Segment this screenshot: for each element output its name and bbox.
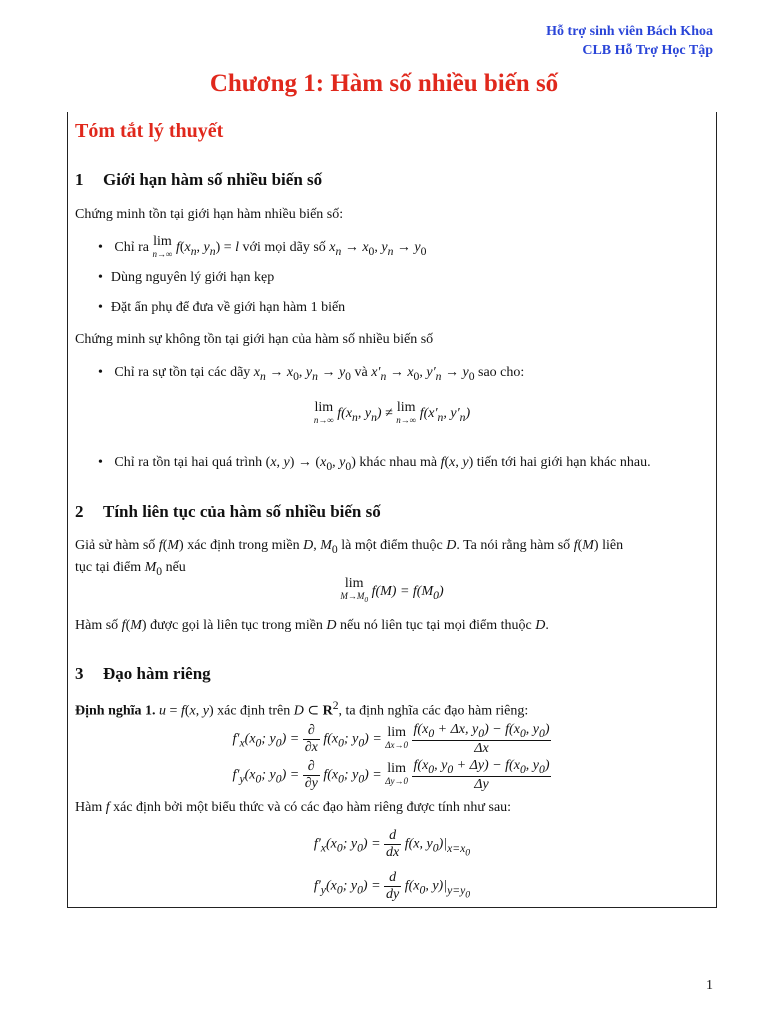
page-number: 1 bbox=[706, 978, 713, 993]
section-1-heading bbox=[75, 170, 322, 190]
page-header bbox=[546, 22, 713, 60]
sec2-paragraph-2: tục tại điểm $M_0$ nếu bbox=[75, 560, 186, 578]
section-3-heading bbox=[75, 664, 211, 684]
section-2-heading bbox=[75, 502, 381, 522]
section-3-number: 3 bbox=[75, 664, 84, 683]
theory-summary-box bbox=[67, 112, 717, 908]
sec1-bullet-5: • Chỉ ra tồn tại hai quá trình (x, $y) \to (x_0$, $y_0$) khác nhau mà f(x, y) tiến tới hai giới hạn khác nhau. bbox=[98, 455, 651, 473]
header-line-1: Hỗ trợ sinh viên Bách Khoa bbox=[546, 24, 713, 39]
section-2-number: 2 bbox=[75, 502, 84, 521]
sec3-paragraph: Hàm f xác định bởi một biểu thức và có các đạo hàm riêng được tính như sau: bbox=[75, 800, 512, 815]
sec1-bullet-3: • Đặt ẩn phụ để đưa về giới hạn hàm 1 biến bbox=[98, 300, 345, 316]
definition-1: Định nghĩa 1. u = f(x, y) xác định trên D ⊂ $R^2$, ta định nghĩa các đạo hàm riêng: bbox=[75, 699, 529, 719]
partial-derivative-x-definition: $f'_x(x_0$; $y_0$) = $\frac{\partial}{\partial x}$ $f(x_0$; $y_0) = \lim$ Δx→0 $\frac{f(x_0 + \Delta x, y_0) - f(x_0, y_0)}{\Delta x}$ bbox=[232, 722, 550, 756]
header-line-2: CLB Hỗ Trợ Học Tập bbox=[582, 43, 713, 58]
section-3-title: Đạo hàm riêng bbox=[103, 664, 211, 683]
sec1-bullet-4: • Chỉ ra sự tồn tại các dãy $x_n \to x_0$, $y_n \to y_0$ và $x'_n \to x_0$, $y'_n \to y_0$ sao cho: bbox=[98, 365, 524, 383]
sec1-bullet-2: • Dùng nguyên lý giới hạn kẹp bbox=[98, 270, 274, 286]
sec2-paragraph-3: Hàm số f(M) được gọi là liên tục trong miền D nếu nó liên tục tại mọi điểm thuộc D. bbox=[75, 618, 549, 633]
partial-derivative-y-formula: $f'_y(x_0$; $y_0$) = $\frac{d}{dy}$ $f(x_0$, $y)|_{y=y_0}$ bbox=[313, 870, 471, 902]
section-1-title: Giới hạn hàm số nhiều biến số bbox=[103, 170, 323, 189]
box-title: Tóm tắt lý thuyết bbox=[75, 120, 224, 142]
section-2-title: Tính liên tục của hàm số nhiều biến số bbox=[103, 502, 381, 521]
sec2-equation: lim $M\to M_0$ $f(M) = f(M_0)$ bbox=[340, 576, 444, 604]
sec1-paragraph-1: Chứng minh tồn tại giới hạn hàm nhiều biến số: bbox=[75, 207, 344, 222]
sec2-paragraph-1: Giả sử hàm số f(M) xác định trong miền D, $M_0$ là một điểm thuộc D. Ta nói rằng hàm số f(M) liên bbox=[75, 538, 624, 556]
section-1-number: 1 bbox=[75, 170, 84, 189]
sec1-equation: lim n→∞ $f(x_n$, $y_n) \ne \lim$ n→∞ $f(x'_n$, $y'_n$) bbox=[313, 400, 471, 425]
chapter-title: Chương 1: Hàm số nhiều biến số bbox=[209, 70, 559, 97]
sec1-paragraph-2: Chứng minh sự không tồn tại giới hạn của hàm số nhiều biến số bbox=[75, 332, 434, 347]
partial-derivative-x-formula: $f'_x(x_0$; $y_0$) = $\frac{d}{dx}$ f(x, $y_0)|_{x=x_0}$ bbox=[313, 828, 471, 860]
partial-derivative-y-definition: $f'_y(x_0$; $y_0$) = $\frac{\partial}{\partial y}$ $f(x_0$; $y_0) = \lim$ Δy→0 $\frac{f(x_0, y_0 + \Delta y) - f(x_0, y_0)}{\Delta y}$ bbox=[232, 758, 550, 792]
sec1-bullet-1: • Chỉ ra lim n→∞ $f(x_n$, $y_n) = l$ với mọi dãy số $x_n \to x_0$, $y_n \to y_0$ bbox=[98, 236, 426, 260]
